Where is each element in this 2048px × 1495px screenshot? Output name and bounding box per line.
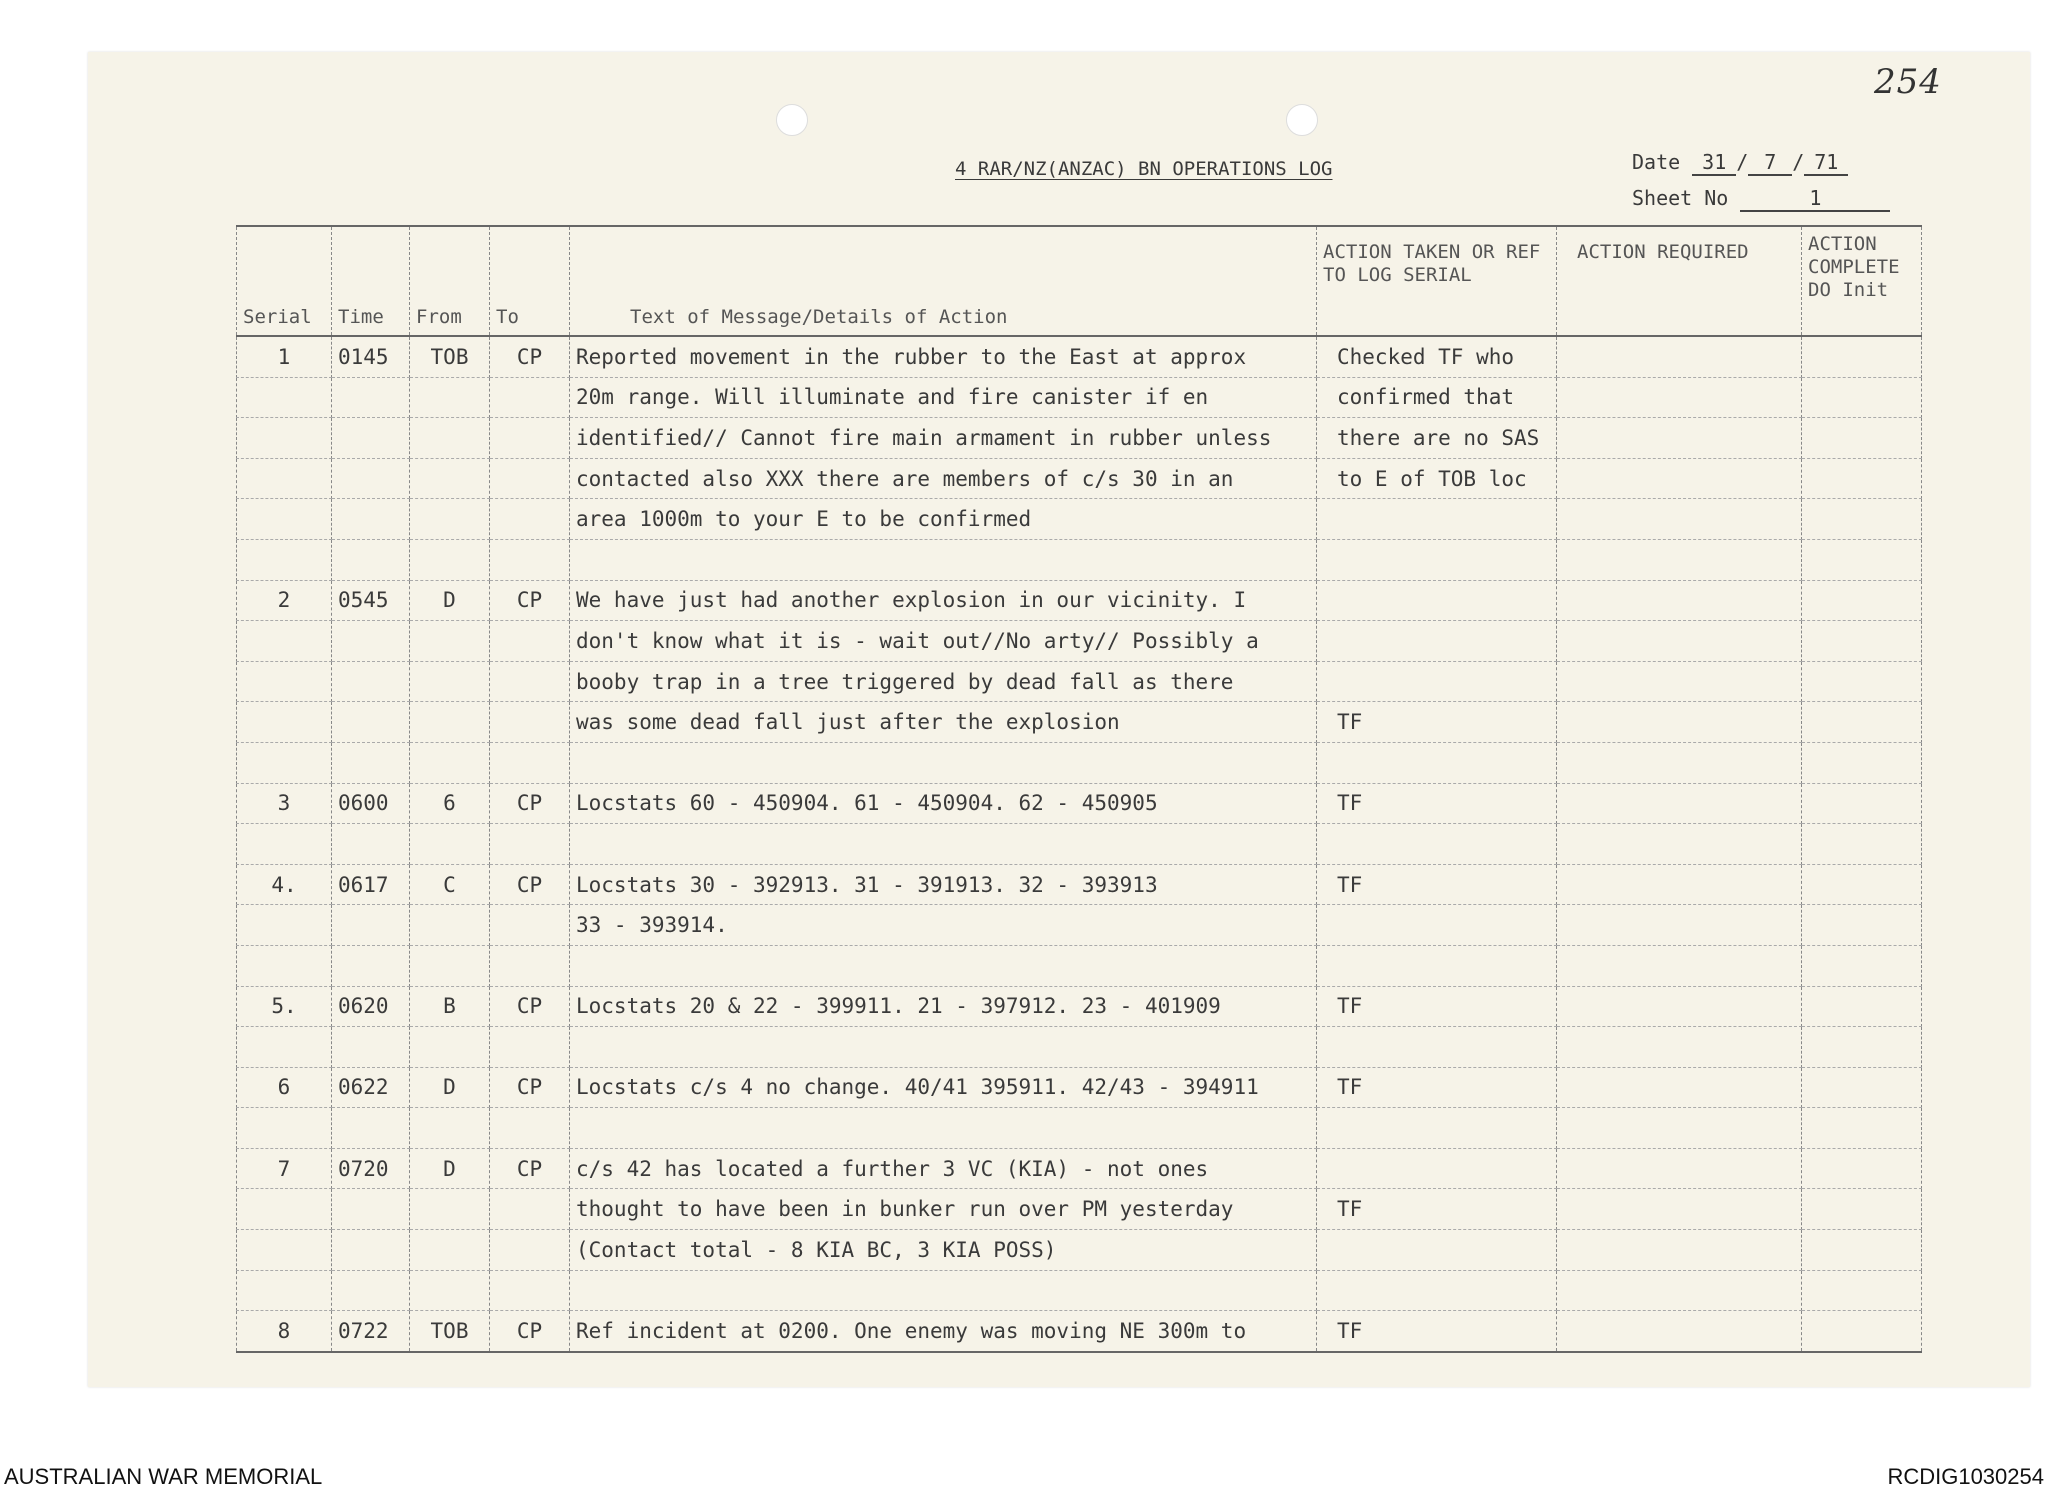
action-required-cell [1557,945,1802,986]
action-required-cell [1557,1108,1802,1149]
action-required-cell [1557,824,1802,865]
message-cell [570,1027,1317,1068]
log-row [237,986,1922,1027]
message-cell [570,742,1317,783]
time-cell [332,377,410,418]
time-cell [332,945,410,986]
action-required-cell [1557,1230,1802,1271]
operations-log-table [236,225,1922,1353]
to-cell [490,905,570,946]
serial-cell [237,824,332,865]
from-cell [410,824,490,865]
action-taken-cell [1317,945,1557,986]
log-row [237,742,1922,783]
from-cell [410,661,490,702]
log-row [237,1189,1922,1230]
to-cell [490,1027,570,1068]
from-cell [410,499,490,540]
archive-id: RCDIG1030254 [1887,1464,2044,1489]
log-row [237,945,1922,986]
action-required-cell [1557,986,1802,1027]
from-cell [410,1108,490,1149]
from-cell [410,621,490,662]
from-cell [410,742,490,783]
from-cell [410,945,490,986]
action-required-cell [1557,621,1802,662]
to-cell [490,1230,570,1271]
action-taken-cell [1317,621,1557,662]
time-cell [332,824,410,865]
action-complete-cell [1802,1148,1922,1189]
text-header: Text of Message/Details of Action [570,226,1317,336]
action-required-cell [1557,742,1802,783]
to-cell [490,742,570,783]
time-cell [332,418,410,459]
serial-cell: 1 [237,336,332,377]
serial-cell [237,1230,332,1271]
message-cell [570,539,1317,580]
action-taken-cell: TF [1317,1311,1557,1352]
serial-cell [237,1270,332,1311]
date-month: 7 [1748,150,1792,176]
message-cell [570,824,1317,865]
log-row [237,1067,1922,1108]
action-complete-cell [1802,1067,1922,1108]
serial-cell [237,418,332,459]
message-cell: area 1000m to your E to be confirmed [570,499,1317,540]
time-cell [332,1189,410,1230]
time-cell: 0617 [332,864,410,905]
time-cell [332,621,410,662]
time-cell [332,742,410,783]
serial-cell: 3 [237,783,332,824]
serial-cell: 2 [237,580,332,621]
to-cell: CP [490,864,570,905]
page-number: 254 [1874,62,1942,102]
from-cell [410,539,490,580]
archive-credit: AUSTRALIAN WAR MEMORIAL [4,1464,323,1489]
time-cell: 0600 [332,783,410,824]
action-required-header: ACTION REQUIRED [1557,226,1802,336]
serial-cell: 7 [237,1148,332,1189]
log-row [237,905,1922,946]
to-cell: CP [490,1148,570,1189]
from-cell: 6 [410,783,490,824]
from-cell [410,418,490,459]
action-complete-cell [1802,1270,1922,1311]
time-cell [332,1230,410,1271]
to-cell [490,702,570,743]
action-complete-cell [1802,336,1922,377]
message-cell: was some dead fall just after the explosion [570,702,1317,743]
message-cell: c/s 42 has located a further 3 VC (KIA) - not ones [570,1148,1317,1189]
from-cell: D [410,1067,490,1108]
log-row [237,1027,1922,1068]
to-cell [490,661,570,702]
serial-cell [237,1027,332,1068]
to-cell [490,458,570,499]
time-cell: 0545 [332,580,410,621]
from-cell: C [410,864,490,905]
from-header: From [410,226,490,336]
action-required-cell [1557,905,1802,946]
action-taken-cell: TF [1317,986,1557,1027]
action-complete-header: ACTION COMPLETE DO Init [1802,226,1922,336]
action-complete-cell [1802,1230,1922,1271]
action-taken-cell [1317,499,1557,540]
serial-header: Serial [237,226,332,336]
to-cell [490,539,570,580]
action-taken-cell [1317,1108,1557,1149]
to-cell: CP [490,336,570,377]
action-required-cell [1557,499,1802,540]
time-cell: 0620 [332,986,410,1027]
message-cell: identified// Cannot fire main armament in rubber unless [570,418,1317,459]
message-cell: Locstats 60 - 450904. 61 - 450904. 62 - 450905 [570,783,1317,824]
from-cell [410,905,490,946]
from-cell [410,702,490,743]
log-row [237,1230,1922,1271]
to-cell: CP [490,1067,570,1108]
serial-cell [237,539,332,580]
serial-cell [237,702,332,743]
action-taken-cell [1317,824,1557,865]
message-cell: Ref incident at 0200. One enemy was moving NE 300m to [570,1311,1317,1352]
from-cell: D [410,580,490,621]
action-complete-cell [1802,458,1922,499]
to-cell [490,1189,570,1230]
action-complete-cell [1802,661,1922,702]
message-cell: don't know what it is - wait out//No arty// Possibly a [570,621,1317,662]
from-cell: TOB [410,336,490,377]
action-complete-cell [1802,864,1922,905]
action-required-cell [1557,1189,1802,1230]
punch-hole-left [776,104,808,136]
to-cell [490,499,570,540]
log-row [237,621,1922,662]
action-complete-cell [1802,824,1922,865]
action-taken-cell: TF [1317,1067,1557,1108]
header-row [237,226,1922,336]
message-cell: Reported movement in the rubber to the East at approx [570,336,1317,377]
to-cell: CP [490,580,570,621]
action-complete-cell [1802,702,1922,743]
serial-cell [237,742,332,783]
action-required-cell [1557,580,1802,621]
serial-cell: 6 [237,1067,332,1108]
time-cell [332,905,410,946]
action-taken-cell: Checked TF who [1317,336,1557,377]
action-required-cell [1557,1027,1802,1068]
message-cell: 20m range. Will illuminate and fire canister if en [570,377,1317,418]
serial-cell [237,905,332,946]
message-cell: contacted also XXX there are members of c/s 30 in an [570,458,1317,499]
action-required-cell [1557,783,1802,824]
page-title: 4 RAR/NZ(ANZAC) BN OPERATIONS LOG [955,158,1333,180]
log-row [237,418,1922,459]
message-cell [570,1270,1317,1311]
to-cell [490,377,570,418]
to-cell [490,945,570,986]
serial-cell [237,499,332,540]
action-complete-cell [1802,1027,1922,1068]
action-required-cell [1557,1067,1802,1108]
action-taken-cell [1317,1270,1557,1311]
log-row [237,1148,1922,1189]
time-cell [332,1108,410,1149]
action-taken-cell [1317,1148,1557,1189]
action-taken-cell: confirmed that [1317,377,1557,418]
action-taken-header: ACTION TAKEN OR REF TO LOG SERIAL [1317,226,1557,336]
action-complete-cell [1802,1189,1922,1230]
message-cell: Locstats 20 & 22 - 399911. 21 - 397912. 23 - 401909 [570,986,1317,1027]
log-row [237,864,1922,905]
message-cell [570,945,1317,986]
action-complete-cell [1802,377,1922,418]
action-required-cell [1557,1311,1802,1352]
message-cell: Locstats c/s 4 no change. 40/41 395911. 42/43 - 394911 [570,1067,1317,1108]
message-cell: We have just had another explosion in our vicinity. I [570,580,1317,621]
log-row [237,377,1922,418]
log-row [237,1270,1922,1311]
time-cell: 0722 [332,1311,410,1352]
log-row [237,336,1922,377]
from-cell: D [410,1148,490,1189]
time-cell [332,1270,410,1311]
date-label: Date [1632,150,1681,174]
from-cell: TOB [410,1311,490,1352]
action-complete-cell [1802,742,1922,783]
action-taken-cell [1317,661,1557,702]
from-cell [410,1230,490,1271]
to-cell [490,418,570,459]
action-required-cell [1557,418,1802,459]
action-taken-cell: TF [1317,783,1557,824]
sheet-label: Sheet No [1632,186,1729,210]
message-cell: 33 - 393914. [570,905,1317,946]
action-complete-cell [1802,1311,1922,1352]
log-row [237,783,1922,824]
action-taken-cell: there are no SAS [1317,418,1557,459]
action-required-cell [1557,539,1802,580]
to-cell: CP [490,783,570,824]
time-header: Time [332,226,410,336]
log-row [237,499,1922,540]
action-complete-cell [1802,905,1922,946]
action-complete-cell [1802,539,1922,580]
action-taken-cell: TF [1317,864,1557,905]
log-row [237,580,1922,621]
message-cell: thought to have been in bunker run over PM yesterday [570,1189,1317,1230]
log-row [237,1311,1922,1352]
punch-hole-right [1286,104,1318,136]
from-cell [410,1027,490,1068]
from-cell [410,458,490,499]
time-cell [332,702,410,743]
action-required-cell [1557,1148,1802,1189]
time-cell: 0145 [332,336,410,377]
action-taken-cell [1317,742,1557,783]
action-complete-cell [1802,783,1922,824]
time-cell: 0622 [332,1067,410,1108]
action-taken-cell: to E of TOB loc [1317,458,1557,499]
log-row [237,661,1922,702]
date-year: 71 [1804,150,1848,176]
serial-cell [237,1108,332,1149]
serial-cell [237,377,332,418]
action-taken-cell [1317,539,1557,580]
from-cell: B [410,986,490,1027]
to-cell [490,1108,570,1149]
to-header: To [490,226,570,336]
action-complete-cell [1802,418,1922,459]
sheet-number: 1 [1740,186,1890,212]
log-row [237,1108,1922,1149]
to-cell: CP [490,1311,570,1352]
message-cell: (Contact total - 8 KIA BC, 3 KIA POSS) [570,1230,1317,1271]
action-required-cell [1557,1270,1802,1311]
action-taken-cell: TF [1317,702,1557,743]
log-body [237,336,1922,1352]
action-complete-cell [1802,580,1922,621]
action-required-cell [1557,336,1802,377]
message-cell: booby trap in a tree triggered by dead fall as there [570,661,1317,702]
serial-cell [237,621,332,662]
action-required-cell [1557,702,1802,743]
time-cell [332,458,410,499]
from-cell [410,1270,490,1311]
action-taken-cell [1317,1027,1557,1068]
serial-cell: 4. [237,864,332,905]
time-cell [332,661,410,702]
time-cell: 0720 [332,1148,410,1189]
from-cell [410,1189,490,1230]
message-cell [570,1108,1317,1149]
date-day: 31 [1692,150,1736,176]
log-row [237,824,1922,865]
action-taken-cell: TF [1317,1189,1557,1230]
action-complete-cell [1802,945,1922,986]
action-complete-cell [1802,621,1922,662]
log-row [237,539,1922,580]
sheet-field [1632,186,1890,212]
to-cell [490,824,570,865]
serial-cell: 5. [237,986,332,1027]
to-cell [490,1270,570,1311]
action-complete-cell [1802,986,1922,1027]
to-cell: CP [490,986,570,1027]
action-complete-cell [1802,1108,1922,1149]
time-cell [332,539,410,580]
time-cell [332,1027,410,1068]
serial-cell [237,945,332,986]
action-complete-cell [1802,499,1922,540]
serial-cell [237,1189,332,1230]
serial-cell: 8 [237,1311,332,1352]
message-cell: Locstats 30 - 392913. 31 - 391913. 32 - 393913 [570,864,1317,905]
action-required-cell [1557,864,1802,905]
log-row [237,702,1922,743]
to-cell [490,621,570,662]
action-taken-cell [1317,1230,1557,1271]
date-field: Date 31 / 7 / 71 [1632,150,1848,176]
action-required-cell [1557,377,1802,418]
action-taken-cell [1317,580,1557,621]
action-required-cell [1557,458,1802,499]
from-cell [410,377,490,418]
log-row [237,458,1922,499]
serial-cell [237,661,332,702]
action-taken-cell [1317,905,1557,946]
time-cell [332,499,410,540]
action-required-cell [1557,661,1802,702]
serial-cell [237,458,332,499]
